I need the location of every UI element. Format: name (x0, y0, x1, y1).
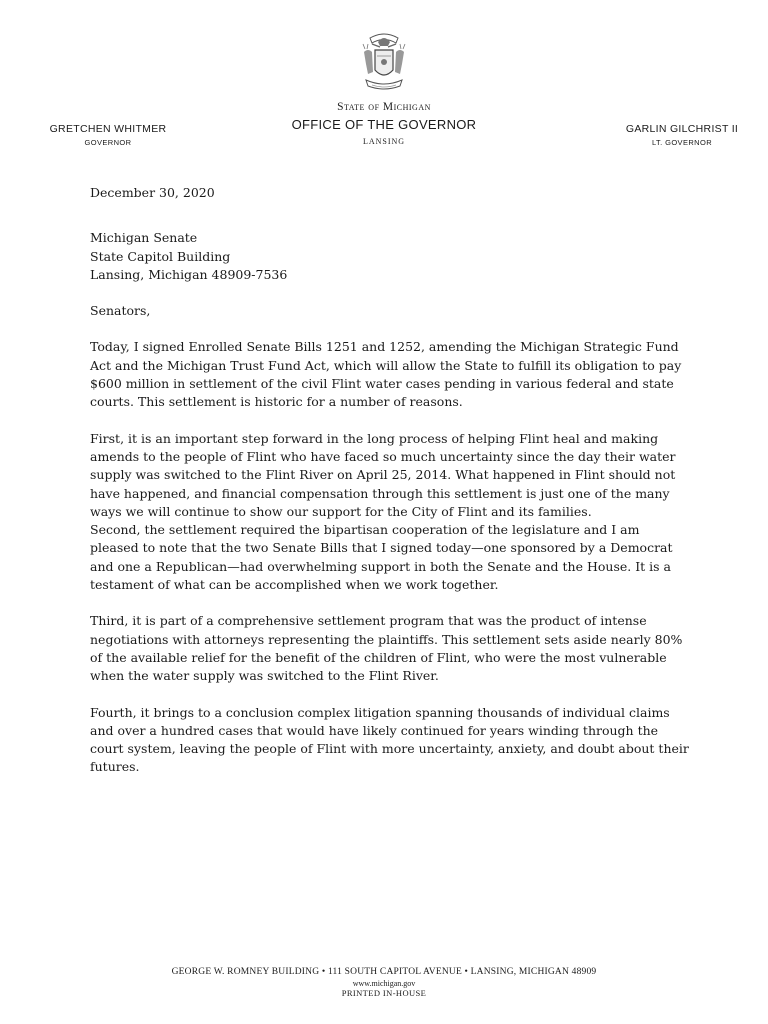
footer-website: www.michigan.gov (352, 979, 416, 988)
office-name: OFFICE OF THE GOVERNOR (291, 117, 477, 132)
lt-governor-block (612, 123, 752, 147)
address-line: Lansing, Michigan 48909-7536 (90, 266, 288, 282)
footer-address: GEORGE W. ROMNEY BUILDING • 111 SOUTH CAPITOL AVENUE • LANSING, MICHIGAN 48909 (171, 967, 597, 977)
footer-printed-note: PRINTED IN-HOUSE (341, 988, 427, 998)
paragraph-third: Third, it is part of a comprehensive settlement program that was the product of intense negotiations with attorneys representing the plaintiffs. This settlement sets aside nearly 80% of the available relief for the benefit of the children of Flint, who were the most vulnerable when the water supply was switched to the Flint River. (90, 613, 683, 684)
state-name: State of Michigan (337, 101, 431, 113)
paragraph-fourth: Fourth, it brings to a conclusion complex litigation spanning thousands of individual claims and over a hundred cases that would have likely continued for years winding through the court system, leaving the people of Flint with more uncertainty, anxiety, and doubt about their futures. (90, 704, 689, 775)
address-line: State Capitol Building (90, 248, 231, 264)
office-city: LANSING (362, 137, 406, 146)
michigan-state-seal-icon (356, 28, 412, 96)
recipient-address (90, 229, 690, 284)
lt-governor-name: GARLIN GILCHRIST II (625, 123, 739, 135)
governor-title: GOVERNOR (84, 138, 132, 147)
governor-name: GRETCHEN WHITMER (49, 123, 167, 135)
office-block (234, 101, 534, 146)
letter-date: December 30, 2020 (90, 185, 215, 200)
address-line: Michigan Senate (90, 230, 198, 246)
letter-footer (0, 967, 768, 998)
paragraph-first: First, it is an important step forward in the long process of helping Flint heal and making amends to the people of Flint who have faced so much uncertainty since the day their water supply was switched to the Flint River on April 25, 2014. What happened in Flint should not have happened, and financial compensation through this settlement is just one of the many ways we will continue to show our support for the City of Flint and its families. (90, 430, 676, 519)
paragraph-intro: Today, I signed Enrolled Senate Bills 1251 and 1252, amending the Michigan Strategic Fund Act and the Michigan Trust Fund Act, which will allow the State to fulfill its obligation to pay $600 million in settlement of the civil Flint water cases pending in various federal and state courts. This settlement is historic for a number of reasons. (90, 339, 682, 410)
lt-governor-title: LT. GOVERNOR (651, 138, 713, 147)
salutation: Senators, (90, 303, 151, 319)
paragraph-second: Second, the settlement required the bipartisan cooperation of the legislature and I am pleased to note that the two Senate Bills that I signed today—one sponsored by a Democrat and one a Republican—had overwhelming support in both the Senate and the House. It is a testament of what can be accomplished when we work together. (90, 522, 673, 593)
letter-body (90, 184, 690, 795)
governor-block (38, 123, 178, 147)
